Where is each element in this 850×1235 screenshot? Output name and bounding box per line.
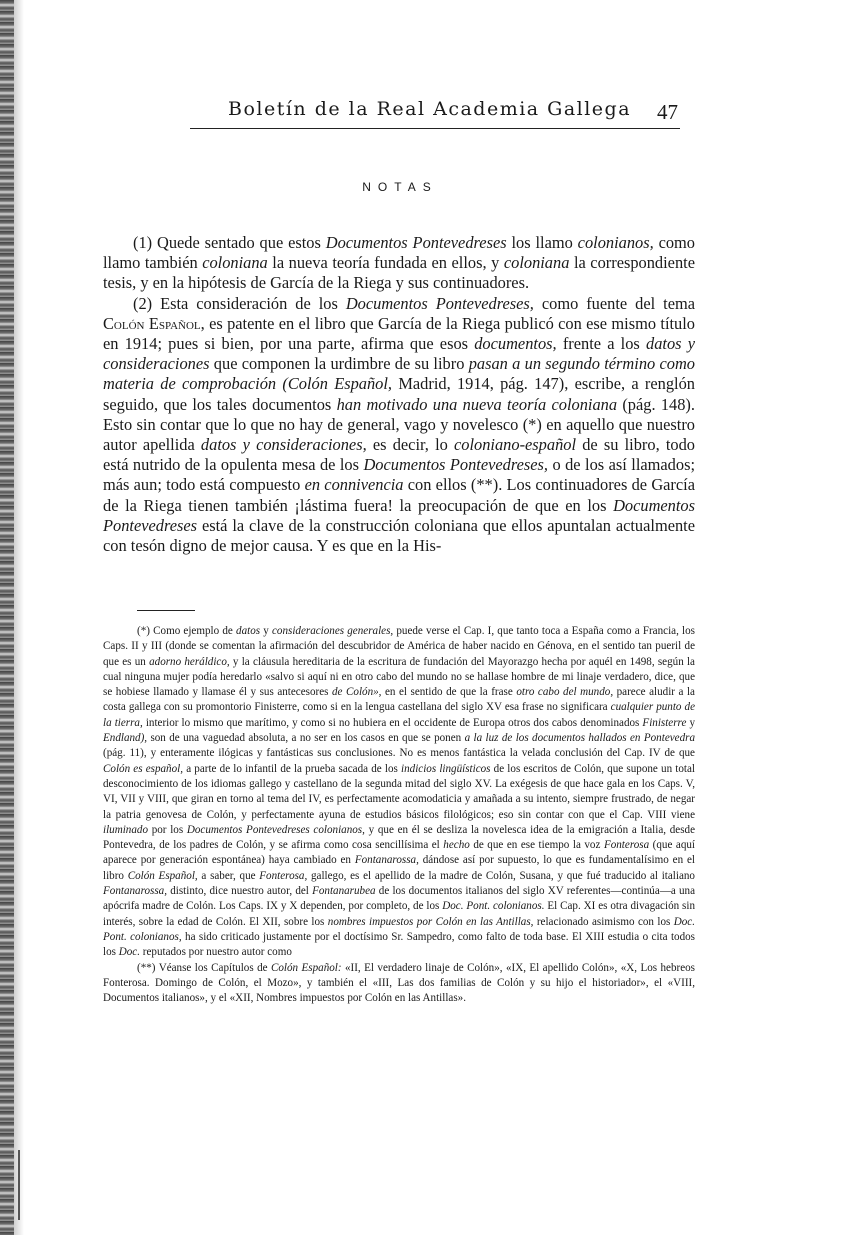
running-title: Boletín de la Real Academia Gallega bbox=[228, 98, 632, 120]
footnote-rule bbox=[137, 610, 195, 611]
main-body bbox=[103, 233, 695, 556]
footnotes bbox=[103, 624, 695, 1006]
body-paragraph-2: (2) Esta consideración de los Documentos Pontevedreses, como fuente del tema Colón Español, es patente en el libro que García de la Riega publicó con ese mismo título en 1914; pues si bien, por una parte, afirma que esos documentos, frente a los datos y consideraciones que componen la urdimbre de su libro pasan a un segundo término como materia de comprobación (Colón Español, Madrid, 1914, pág. 147), escribe, a renglón seguido, que los tales documentos han motivado una nueva teoría coloniana (pág. 148). Esto sin contar que lo que no hay de general, vago y novelesco (*) en aquello que nuestro autor apellida datos y consideraciones, es decir, lo coloniano-español de su libro, todo está nutrido de la opulenta mesa de los Documentos Pontevedreses, o de los así llamados; más aun; todo está compuesto en connivencia con ellos (**). Los continuadores de García de la Riega tienen también ¡lástima fuera! la preocupación de que en los Documentos Pontevedreses está la clave de la construcción coloniana que ellos apuntalan actualmente con tesón digno de mejor causa. Y es que en la His- bbox=[103, 293, 696, 556]
footnote-1: (*) Como ejemplo de datos y consideraciones generales, puede verse el Cap. I, que tanto toca a España como a Francia, los Caps. II y III (donde se comentan la afirmación del descubridor de América de haber nacido en Génova, en el sentido tan pueril de que es un adorno heráldico, y la cláusula hereditaria de la escritura de fundación del Mayorazgo hecha por aquél en 1498, según la cual ninguna mujer podía heredarlo «salvo si aquí ni en otro cabo del mundo no se hallase hombre de mi linaje verdadero, dice, que se hobiese llamado y llamase él y sus antecesores de Colón», en el sentido de que la frase otro cabo del mundo, parece aludir a la costa gallega con su promontorio Finisterre, como si en la lengua castellana del siglo XV esa frase no significara cualquier punto de la tierra, interior lo mismo que marítimo, y como si no hubiera en el occidente de Europa otros dos cabos denominados Finisterre y Endland), son de una vaguedad absoluta, a no ser en los casos en que se ponen a la luz de los documentos hallados en Pontevedra (pág. 11), y enteramente ilógicas y fantásticas sus conclusiones. No es menos fantástica la velada conclusión del Cap. IV de que Colón es español, a parte de lo infantil de la prueba sacada de los indicios lingüísticos de los escritos de Colón, que supone un total desconocimiento de los idiomas gallego y castellano de la segunda mitad del siglo XV. La exégesis de que hace gala en los Caps. V, VI, VII y VIII, que giran en torno al tema del IV, es perfectamente acomodaticia y amañada a su intento, siempre frustrado, de negar la patria genovesa de Colón, y perfectamente ayuna de estudios básicos filológicos; eso sin contar con que el Cap. VIII viene iluminado por los Documentos Pontevedreses colonianos, y que en él se desliza la novelesca idea de la emigración a Italia, desde Pontevedra, de los padres de Colón, y se afirma como cosa sencillísima el hecho de que en ese tiempo la voz Fonterosa (que aquí aparece por generación espontánea) haya cambiado en Fontanarossa, dándose así por supuesto, lo que es fundamentalísimo en el libro Colón Español, a saber, que Fonterosa, gallego, es el apellido de la madre de Colón, Susana, y que fué traducido al italiano Fontanarossa, distinto, dice nuestro autor, del Fontanarubea de los documentos italianos del siglo XV referentes—continúa—a una apócrifa madre de Colón. Los Caps. IX y X dependen, por completo, de los Doc. Pont. colonianos. El Cap. XI es otra divagación sin interés, sobre la edad de Colón. El XII, sobre los nombres impuestos por Colón en las Antillas, relacionado asimismo con los Doc. Pont. colonianos, ha sido criticado justamente por el doctísimo Sr. Sampedro, como falto de toda base. El XIII estudia o cita todos los Doc. reputados por nuestro autor como bbox=[103, 625, 696, 959]
page-number: 47 bbox=[657, 100, 678, 124]
section-title: NOTAS bbox=[362, 180, 438, 194]
body-paragraph-1: (1) Quede sentado que estos Documentos Pontevedreses los llamo colonianos, como llamo también coloniana la nueva teoría fundada en ellos, y coloniana la correspondiente tesis, y en la hipótesis de García de la Riega y sus continuadores. bbox=[103, 233, 695, 293]
scan-edge-mark bbox=[18, 1150, 20, 1220]
footnote-2: (**) Véanse los Capítulos de Colón Español: «II, El verdadero linaje de Colón», «IX, El apellido Colón», «X, Los hebreos Fonterosa. Domingo de Colón, el Mozo», y también el «III, Las dos familias de Colón y su hijo el historiador», el «VIII, Documentos italianos», y el «XII, Nombres impuestos por Colón en las Antillas». bbox=[103, 961, 695, 1005]
running-header bbox=[190, 98, 680, 129]
